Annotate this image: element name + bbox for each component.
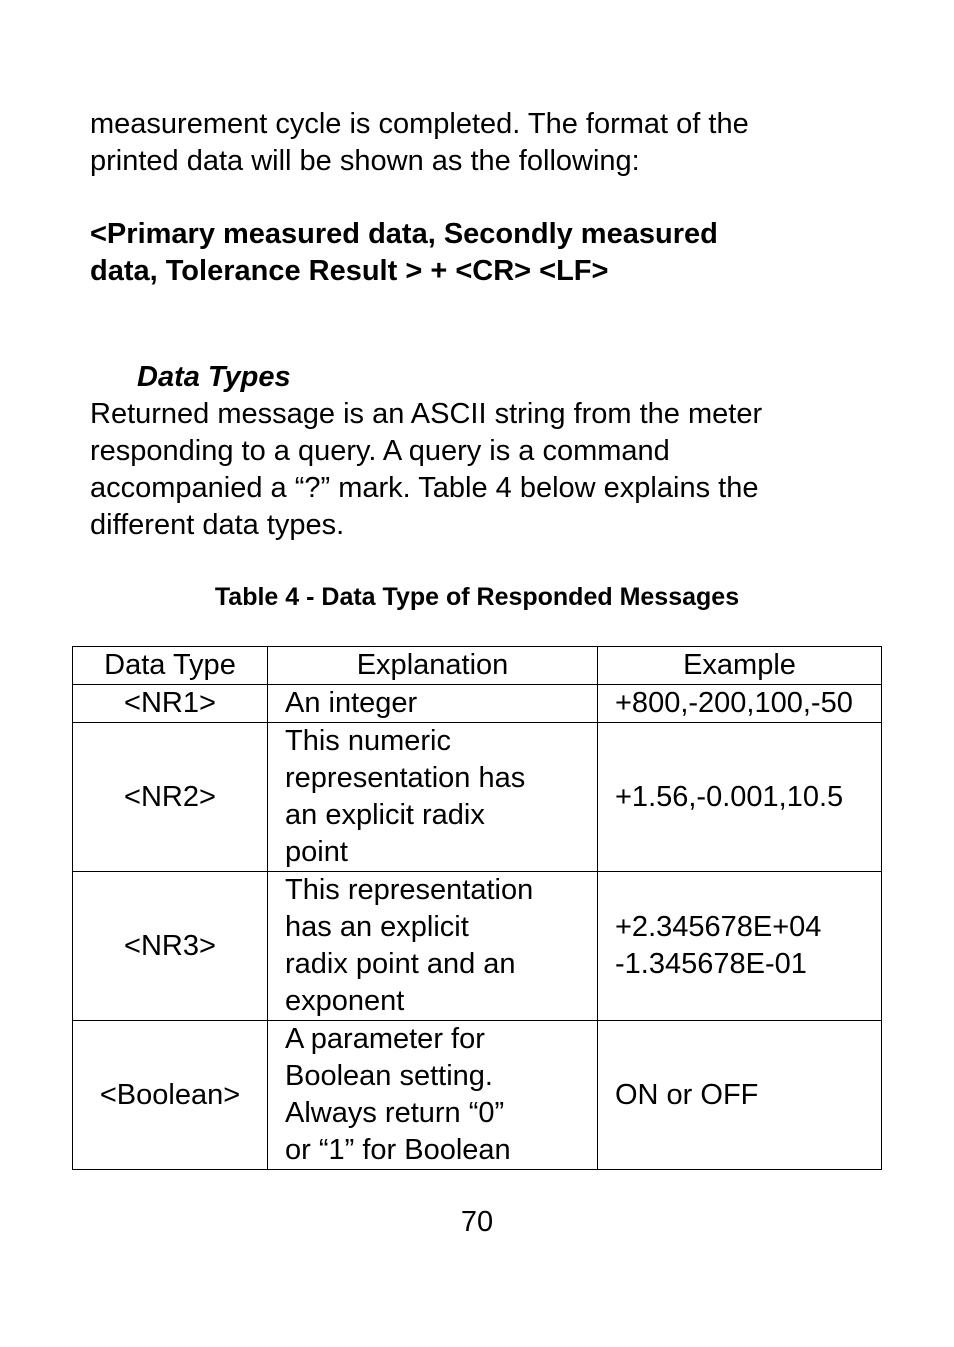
table-row — [73, 685, 882, 723]
explanation-line: an explicit radix — [285, 799, 485, 831]
explanation-line: Boolean setting. — [285, 1060, 493, 1092]
example-cell — [598, 872, 882, 1021]
explanation-line: An integer — [285, 687, 418, 719]
explanation-line: radix point and an — [285, 948, 516, 980]
example-line: +2.345678E+04 — [615, 911, 822, 943]
example-cell — [598, 685, 882, 723]
data-type-cell: <NR3> — [73, 872, 268, 1021]
section-heading: Data Types — [137, 361, 291, 393]
data-type-cell: <NR1> — [73, 685, 268, 723]
example-cell — [598, 1021, 882, 1170]
explanation-line: has an explicit — [285, 911, 469, 943]
explanation-line: representation has — [285, 762, 526, 794]
explanation-line: This representation — [285, 874, 534, 906]
body-line: accompanied a “?” mark. Table 4 below explains the — [90, 472, 759, 504]
table-caption: Table 4 - Data Type of Responded Messages — [214, 583, 740, 611]
table-row — [73, 872, 882, 1021]
explanation-cell — [268, 685, 598, 723]
header-example: Example — [598, 647, 882, 685]
data-type-table — [72, 646, 882, 1170]
explanation-line: This numeric — [285, 725, 451, 757]
explanation-cell — [268, 872, 598, 1021]
explanation-line: Always return “0” — [285, 1097, 505, 1129]
table-row — [73, 723, 882, 872]
example-line: +800,-200,100,-50 — [615, 687, 853, 719]
example-line: -1.345678E-01 — [615, 948, 807, 980]
data-type-cell: <Boolean> — [73, 1021, 268, 1170]
table-row — [73, 1021, 882, 1170]
intro-paragraph — [90, 106, 870, 180]
explanation-line: A parameter for — [285, 1023, 485, 1055]
explanation-line: exponent — [285, 985, 405, 1017]
explanation-line: point — [285, 836, 348, 868]
explanation-cell — [268, 723, 598, 872]
table-header-row — [73, 647, 882, 685]
intro-line: measurement cycle is completed. The format of the — [90, 108, 749, 140]
body-line: Returned message is an ASCII string from the meter — [90, 398, 763, 430]
explanation-cell — [268, 1021, 598, 1170]
intro-line: printed data will be shown as the following: — [90, 145, 640, 177]
format-line: <Primary measured data, Secondly measured — [90, 218, 718, 250]
data-type-cell: <NR2> — [73, 723, 268, 872]
explanation-line: or “1” for Boolean — [285, 1134, 511, 1166]
header-explanation: Explanation — [268, 647, 598, 685]
format-line: data, Tolerance Result > + <CR> <LF> — [90, 255, 609, 287]
example-cell — [598, 723, 882, 872]
body-line: responding to a query. A query is a command — [90, 435, 670, 467]
header-data-type: Data Type — [73, 647, 268, 685]
section-body — [90, 396, 870, 544]
example-line: +1.56,-0.001,10.5 — [615, 780, 844, 813]
data-format-paragraph — [90, 216, 870, 290]
body-line: different data types. — [90, 509, 345, 541]
example-line: ON or OFF — [615, 1078, 759, 1111]
page-number: 70 — [460, 1206, 494, 1238]
